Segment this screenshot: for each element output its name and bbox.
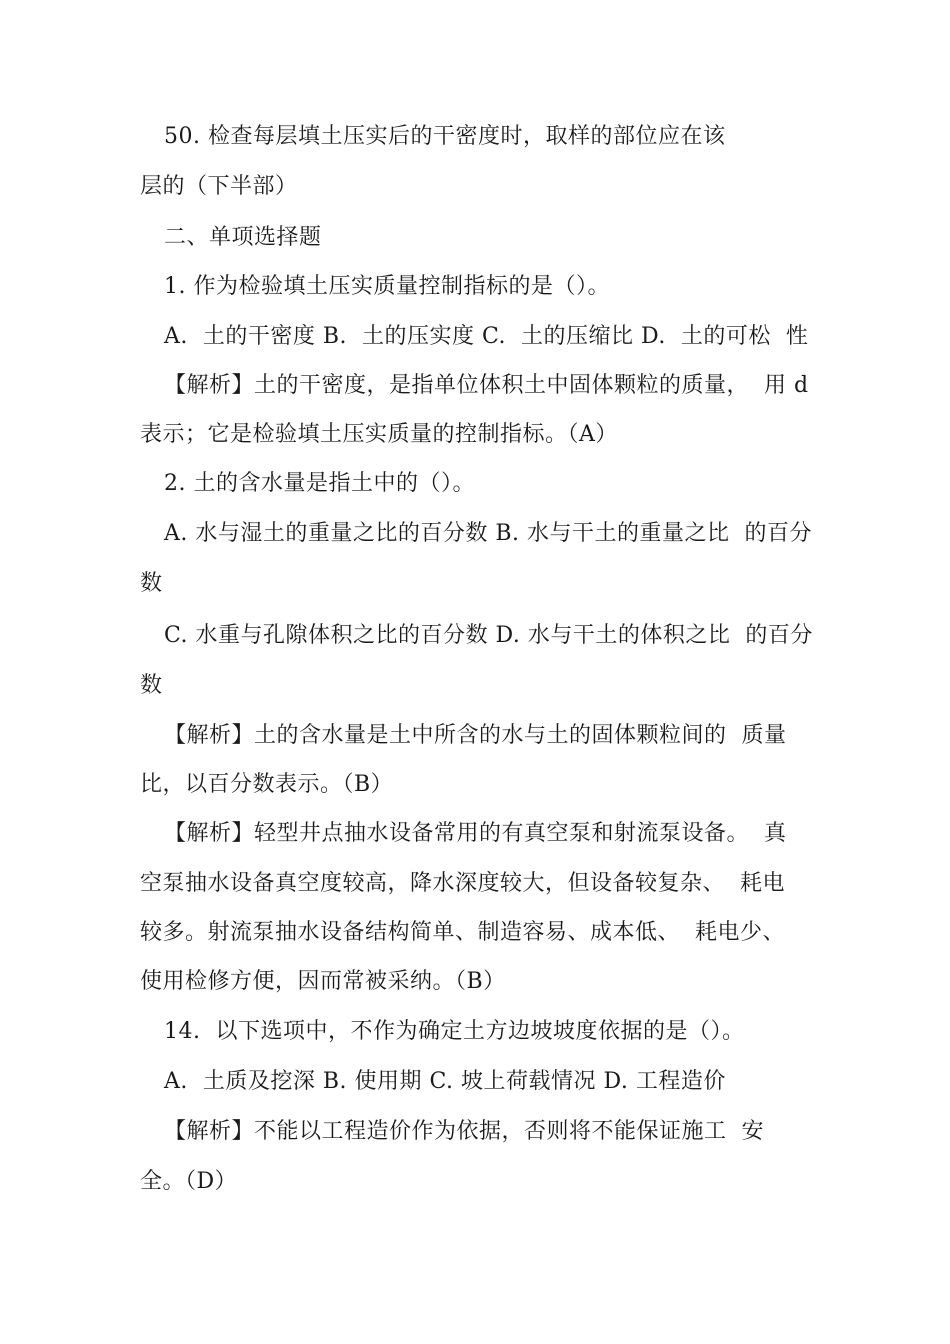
- question-14-explanation-cont: 全。（D）: [140, 1169, 238, 1194]
- wellpoint-explanation-cont-3: 使用检修方便，因而常被采纳。（B）: [140, 969, 506, 994]
- wellpoint-explanation-cont-1: 空泵抽水设备真空度较高，降水深度较大，但设备较复杂、 耗电: [140, 871, 785, 896]
- question-2-options-cd-cont: 数: [140, 673, 163, 698]
- question-2-text: 2. 土的含水量是指土中的（）。: [164, 471, 475, 496]
- question-14-options: A. 土质及挖深 B. 使用期 C. 坡上荷载情况 D. 工程造价: [164, 1069, 726, 1094]
- question-1-text: 1. 作为检验填土压实质量控制指标的是（）。: [164, 274, 610, 299]
- question-2-explanation: 【解析】土的含水量是土中所含的水与土的固体颗粒间的 质量: [164, 723, 787, 748]
- question-14-explanation: 【解析】不能以工程造价作为依据，否则将不能保证施工 安: [164, 1119, 764, 1144]
- wellpoint-explanation: 【解析】轻型井点抽水设备常用的有真空泵和射流泵设备。 真: [164, 821, 787, 846]
- question-1-explanation-cont: 表示；它是检验填土压实质量的控制指标。（A）: [140, 422, 618, 447]
- question-1-explanation: 【解析】土的干密度，是指单位体积土中固体颗粒的质量， 用 d: [164, 373, 809, 398]
- question-14-text: 14. 以下选项中，不作为确定土方边坡坡度依据的是（）。: [164, 1019, 745, 1044]
- question-50-text: 50. 检查每层填土压实后的干密度时，取样的部位应在该: [164, 124, 726, 149]
- question-1-options: A. 土的干密度 B. 土的压实度 C. 土的压缩比 D. 土的可松 性: [164, 324, 809, 349]
- question-2-options-ab-cont: 数: [140, 571, 163, 596]
- question-2-options-ab: A. 水与湿土的重量之比的百分数 B. 水与干土的重量之比 的百分: [164, 521, 813, 546]
- question-2-explanation-cont: 比，以百分数表示。（B）: [140, 772, 394, 797]
- section-heading: 二、单项选择题: [164, 225, 322, 250]
- question-50-answer: 层的（下半部）: [140, 174, 298, 199]
- question-2-options-cd: C. 水重与孔隙体积之比的百分数 D. 水与干土的体积之比 的百分: [164, 623, 813, 648]
- wellpoint-explanation-cont-2: 较多。射流泵抽水设备结构简单、制造容易、成本低、 耗电少、: [140, 920, 785, 945]
